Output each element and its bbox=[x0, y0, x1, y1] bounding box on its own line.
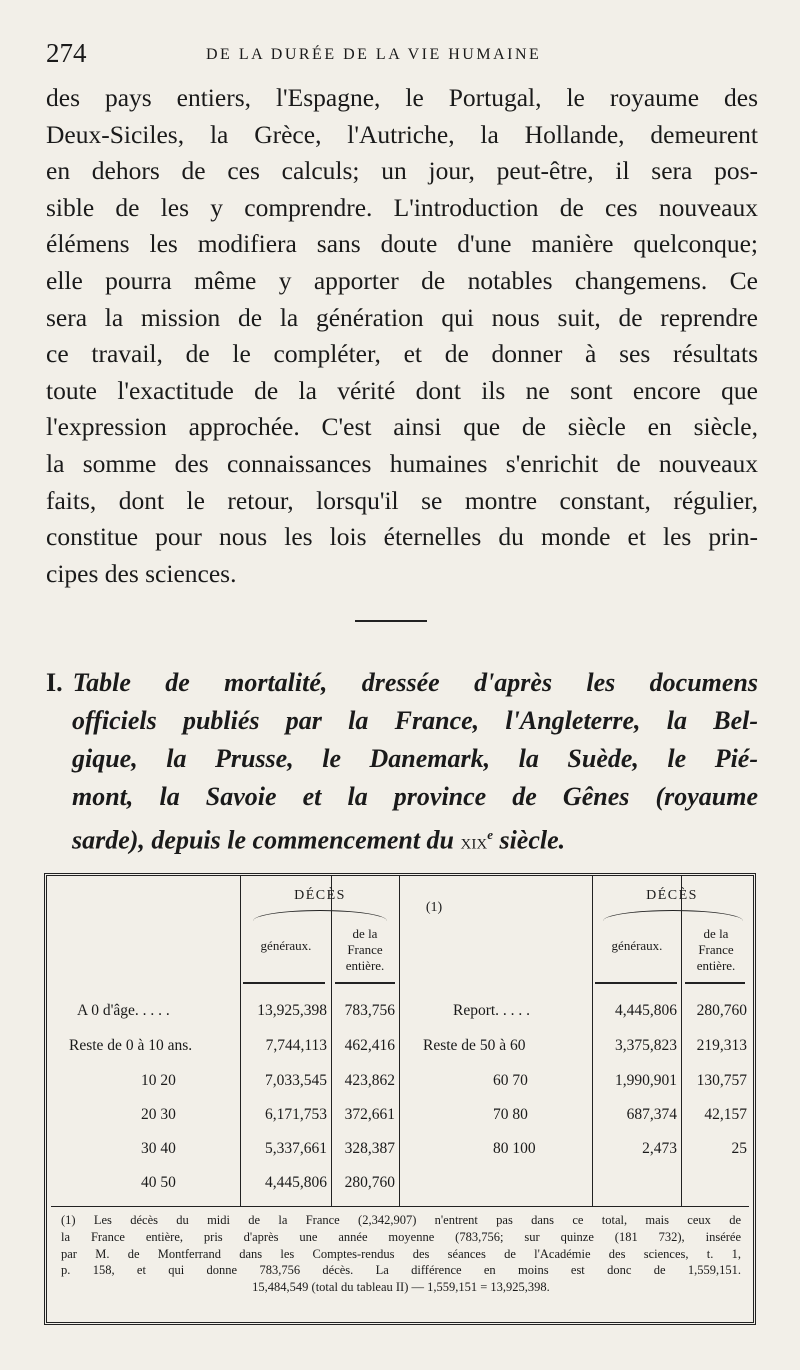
row-label: Report. . . . . bbox=[453, 1002, 531, 1019]
header-brace-right bbox=[603, 910, 743, 921]
section-title-line: gique, la Prusse, le Danemark, la Suède, le Pié- bbox=[72, 744, 758, 773]
row-label: 10 20 bbox=[141, 1072, 176, 1089]
century-superscript: e bbox=[487, 827, 493, 842]
row-label: 60 70 bbox=[493, 1072, 528, 1089]
footnote-line: (1) Les décès du midi de la France (2,342,907) n'entrent pas dans ce total, mais ceux de bbox=[61, 1213, 741, 1227]
body-line: des pays entiers, l'Espagne, le Portugal, le royaume des bbox=[46, 83, 758, 112]
cell-france: 280,760 bbox=[696, 1002, 747, 1019]
footnote-line: p. 158, et qui donne 783,756 décès. La différence en moins est donc de 1,559,151. bbox=[61, 1263, 741, 1278]
body-line: Deux-Siciles, la Grèce, l'Autriche, la Hollande, demeurent bbox=[46, 119, 758, 149]
cell-generaux: 3,375,823 bbox=[615, 1037, 677, 1054]
col-generaux-left: généraux. bbox=[260, 938, 312, 953]
section-title-line: officiels publiés par la France, l'Angleterre, la Bel- bbox=[72, 706, 758, 735]
deces-header-right: DÉCÈS bbox=[646, 888, 698, 903]
cell-generaux: 6,171,753 bbox=[265, 1106, 327, 1123]
body-line: sera la mission de la génération qui nous suit, de reprendre bbox=[46, 302, 758, 332]
cell-france: 462,416 bbox=[344, 1037, 395, 1054]
row-label: 30 40 bbox=[141, 1140, 176, 1157]
col-france-left-3: entière. bbox=[345, 958, 385, 973]
page-header bbox=[46, 38, 756, 74]
row-label: 80 100 bbox=[493, 1140, 536, 1157]
cell-france: 328,387 bbox=[344, 1140, 395, 1157]
row-label: A 0 d'âge. . . . . bbox=[77, 1002, 170, 1019]
col-france-right-2: France bbox=[698, 942, 734, 957]
cell-france: 130,757 bbox=[696, 1072, 747, 1089]
cell-generaux: 1,990,901 bbox=[615, 1072, 677, 1089]
body-line: constitue pour nous les lois éternelles du monde et les prin- bbox=[46, 522, 758, 552]
col-france-right-3: entière. bbox=[696, 958, 736, 973]
footnote-marker: (1) bbox=[425, 900, 443, 915]
row-label: 70 80 bbox=[493, 1106, 528, 1123]
cell-france: 783,756 bbox=[344, 1002, 395, 1019]
row-label: Reste de 0 à 10 ans. bbox=[69, 1037, 193, 1054]
page-number: 274 bbox=[46, 38, 87, 68]
table-footnote bbox=[61, 1212, 741, 1296]
body-line: ce travail, de le compléter, et de donner à ses résultats bbox=[46, 339, 758, 369]
col-france-left-1: de la bbox=[352, 926, 378, 941]
cell-generaux: 687,374 bbox=[626, 1106, 677, 1123]
cell-generaux: 13,925,398 bbox=[257, 1002, 327, 1019]
cell-generaux: 7,033,545 bbox=[265, 1072, 327, 1089]
cell-generaux: 4,445,806 bbox=[615, 1002, 677, 1019]
body-line: en dehors de ces calculs; un jour, peut-être, il sera pos- bbox=[46, 156, 758, 186]
running-head: DE LA DURÉE DE LA VIE HUMAINE bbox=[206, 46, 542, 63]
row-label: 20 30 bbox=[141, 1106, 176, 1123]
cell-france: 280,760 bbox=[344, 1174, 395, 1191]
cell-france: 219,313 bbox=[696, 1037, 747, 1054]
body-line: toute l'exactitude de la vérité dont ils ne sont encore que bbox=[46, 375, 758, 405]
mortality-table bbox=[44, 873, 756, 1325]
section-divider bbox=[355, 620, 427, 622]
body-line: la somme des connaissances humaines s'enrichit de nouveaux bbox=[46, 448, 758, 478]
cell-generaux: 5,337,661 bbox=[265, 1140, 327, 1157]
body-line: cipes des sciences. bbox=[46, 558, 237, 588]
section-title-end: siècle. bbox=[499, 825, 566, 855]
col-generaux-right: généraux. bbox=[611, 938, 663, 953]
section-title-line: Table de mortalité, dressée d'après les documens bbox=[72, 668, 758, 697]
section-title-line: mont, la Savoie et la province de Gênes (royaume bbox=[72, 782, 758, 811]
footnote-line: la France entière, pris d'après une année moyenne (783,756; sur quinze (181 732), insérée bbox=[61, 1229, 741, 1244]
col-france-left-2: France bbox=[347, 942, 383, 957]
row-label: 40 50 bbox=[141, 1174, 176, 1191]
cell-france: 372,661 bbox=[344, 1106, 395, 1123]
body-line: elle pourra même y apporter de notables changemens. Ce bbox=[46, 265, 758, 295]
body-line: l'expression approchée. C'est ainsi que de siècle en siècle, bbox=[46, 412, 758, 442]
body-line: faits, dont le retour, lorsqu'il se montre constant, régulier, bbox=[46, 485, 758, 515]
section-title-line: sarde), depuis le commencement du bbox=[72, 825, 455, 855]
header-brace-left bbox=[253, 910, 387, 921]
cell-france: 25 bbox=[731, 1140, 747, 1157]
century-numeral: xix bbox=[460, 828, 488, 854]
cell-generaux: 4,445,806 bbox=[265, 1174, 327, 1191]
cell-generaux: 2,473 bbox=[642, 1140, 677, 1157]
cell-generaux: 7,744,113 bbox=[265, 1037, 327, 1054]
footnote-line: 15,484,549 (total du tableau II) — 1,559,151 = 13,925,398. bbox=[252, 1280, 550, 1295]
deces-header-left: DÉCÈS bbox=[294, 888, 346, 903]
body-line: élémens les modifiera sans doute d'une manière quelconque; bbox=[46, 229, 758, 259]
section-heading bbox=[46, 664, 758, 854]
col-france-right-1: de la bbox=[703, 926, 729, 941]
section-number: I. bbox=[46, 668, 63, 697]
body-line: sible de les y comprendre. L'introduction de ces nouveaux bbox=[46, 192, 758, 222]
body-paragraph bbox=[46, 80, 758, 592]
row-label: Reste de 50 à 60 bbox=[423, 1037, 526, 1054]
cell-france: 42,157 bbox=[704, 1106, 747, 1123]
cell-france: 423,862 bbox=[344, 1072, 395, 1089]
footnote-line: par M. de Montferrand dans les Comptes-rendus des séances de l'Académie des sciences, t. 1, bbox=[61, 1246, 741, 1261]
